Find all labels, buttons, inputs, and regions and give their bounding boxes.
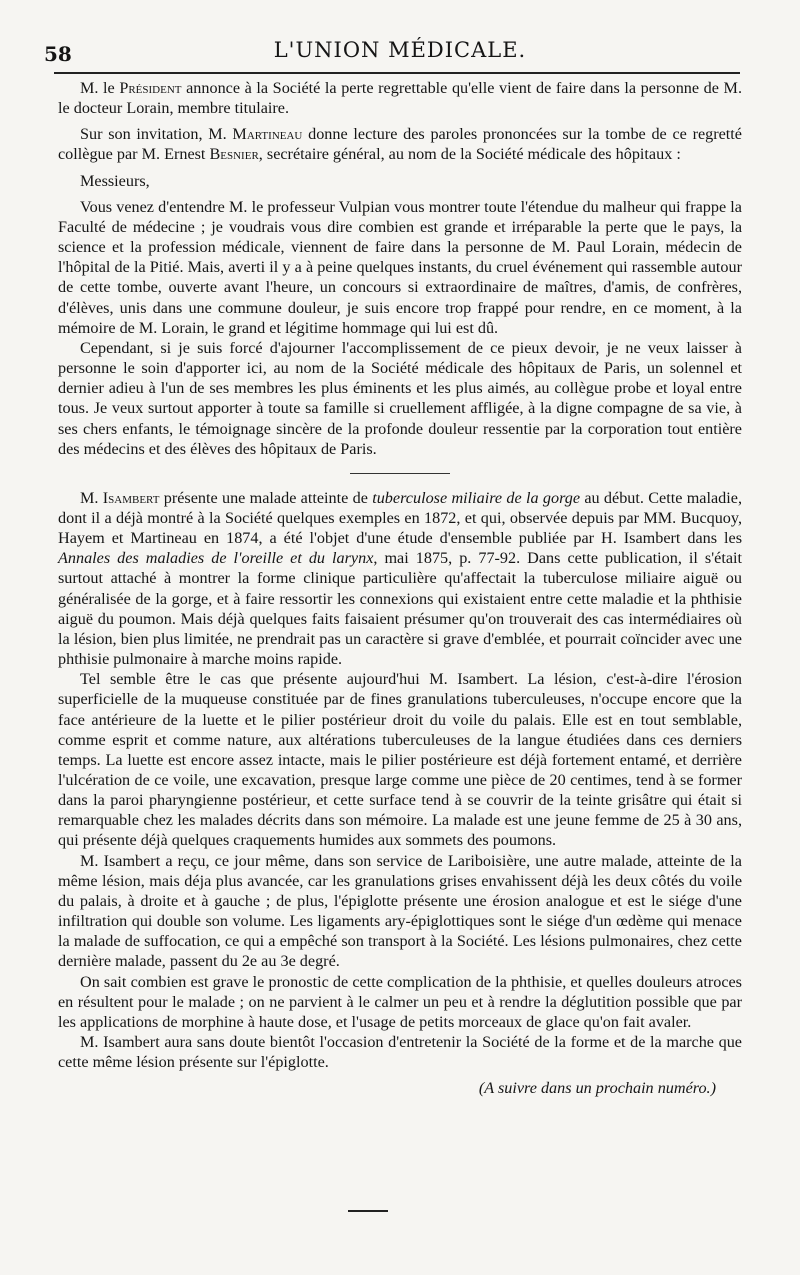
speaker-name: Président — [119, 79, 182, 97]
body-paragraph: M. Isambert a reçu, ce jour même, dans son service de Lariboisière, une autre malade, atteinte de la même lésion, mais déja plus avancée, car les granulations grises envahissent déjà les deux côtés du voile du palais, à droite et à gauche ; de plus, l'épiglotte présente une érosion analogue et est le siége d'une infiltration qui double son volume. Les ligaments ary-épiglottiques sont le siége d'un œdème qui menace la malade de suffocation, ce qui a empêché son transport à la Société. Les lésions pulmonaires, chez cette dernière malade, passent du 2e au 3e degré. — [58, 851, 742, 971]
body-paragraph: On sait combien est grave le pronostic de cette complication de la phthisie, et quelles douleurs atroces en résultent pour le malade ; on ne parvient à le calmer un peu et à rendre la déglutition possible que par les applications de morphine à haute dose, et l'usage de petits morceaux de glace qu'on fait avaler. — [58, 972, 742, 1031]
isambert-presentation: M. Isambert présente une malade atteinte de tuberculose miliaire de la gorge au début. Cette maladie, dont il a déjà montré à la Société quelques exemples en 1872, et qui, observée depuis par MM. Bucquoy, Hayem et Martineau en 1874, a été l'objet d'une étude d'ensemble publiée par H. Isambert dans les Annales des maladies de l'oreille et du larynx, mai 1875, p. 77-92. Dans cette publication, il s'était surtout attaché à montrer la forme clinique particulière qu'affectait la tuberculose miliaire aiguë ou généralisée de la gorge, et à faire ressortir les connexions qui existaient entre cette maladie et la phthisie aiguë du poumon. Mais déjà quelques faits faisaient présumer qu'on trouverait des cas intermédiaires où la lésion, bien plus limitée, ne prendrait pas un caractère si grave d'emblée, et pourrait coïncider avec une phthisie pulmonaire à marche moins rapide. — [58, 488, 742, 669]
header-rule — [54, 72, 740, 74]
salutation: Messieurs, — [80, 171, 150, 190]
invitation-paragraph: Sur son invitation, M. Martineau donne lecture des paroles prononcées sur la tombe de ce regretté collègue par M. Ernest Besnier, secrétaire général, au nom de la Société médicale des hôpitaux : — [58, 125, 742, 164]
speech-paragraph: Cependant, si je suis forcé d'ajourner l'accomplissement de ce pieux devoir, je ne veux laisser à personne le soin d'apporter ici, au nom de la Société médicale des hôpitaux de Paris, un solennel et dernier adieu à l'un de ses membres les plus éminents et les plus aimés, au collègue probe et loyal entre tous. Je veux surtout apporter à toute sa famille si cruellement affligée, à la digne compagne de sa vie, à ses chers enfants, le témoignage sincère de la profonde douleur ressentie par la corporation tout entière des médecins et des élèves des hôpitaux de Paris. — [58, 338, 742, 458]
speech-paragraph: Vous venez d'entendre M. le professeur Vulpian vous montrer toute l'étendue du malheur qui frappe la Faculté de médecine ; je voudrais vous dire combien est grande et irréparable la perte que le pays, la science et la profession médicale, viennent de faire dans la personne de M. Paul Lorain, médecin de l'hôpital de la Pitié. Mais, averti il y a à peine quelques instants, du cruel événement qui rassemble autour de cette tombe, ouverte avant l'heure, un concours si extraordinaire de maîtres, d'amis, de confrères, d'élèves, unis dans une commune douleur, je suis encore trop frappé pour rendre, en ce moment, à la mémoire de M. Lorain, le grand et légitime hommage qui lui est dû. — [58, 197, 742, 337]
continued-note: (A suivre dans un prochain numéro.) — [478, 1079, 716, 1098]
page-number: 58 — [44, 42, 72, 66]
body-paragraph: M. Isambert aura sans doute bientôt l'occasion d'entretenir la Société de la forme et de la marche que cette même lésion présente sur l'épiglotte. — [58, 1033, 742, 1072]
body-paragraph: Tel semble être le cas que présente aujourd'hui M. Isambert. La lésion, c'est-à-dire l'érosion superficielle de la muqueuse constituée par de fines granulations tuberculeuses, n'occupe encore que la face antérieure de la luette et le pilier postérieur droit du voile du palais. Elle est en tout semblable, comme esprit et comme nature, aux altérations tuberculeuses de la langue étudiées dans ces derniers temps. La luette est encore assez intacte, mais le pilier postérieure est déjà fortement entamé, et derrière l'ulcération de ce voile, une excavation, presque large comme une pièce de 20 centimes, tend à se former dans la paroi pharyngienne postérieur, et cette surface tend à se couvrir de la teinte grisâtre qui était si remarquable chez les malades décrits dans son mémoire. La malade est une jeune femme de 25 à 30 ans, qui présente déjà quelques craquements humides aux sommets des poumons. — [58, 670, 742, 850]
running-title: L'UNION MÉDICALE. — [273, 38, 527, 62]
president-announcement: M. le Président annonce à la Société la perte regrettable qu'elle vient de faire dans la personne de M. le docteur Lorain, membre titulaire. — [58, 79, 743, 118]
page-header — [44, 30, 756, 70]
footer-rule — [348, 1210, 388, 1212]
journal-title: Annales des maladies de l'oreille et du larynx — [58, 549, 374, 568]
disease-name: tuberculose miliaire de la gorge — [372, 488, 581, 507]
article-body — [58, 78, 742, 1099]
section-divider — [350, 473, 450, 474]
